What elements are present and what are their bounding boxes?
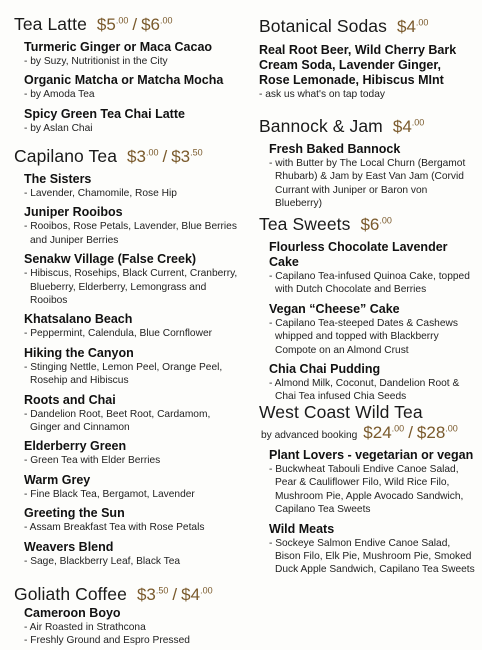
item-desc: - by Aslan Chai <box>24 122 93 134</box>
price: $\$5^{.00}$ / $\$6^{.00}$ <box>96 15 173 34</box>
item-desc: - Almond Milk, Coconut, Dandelion Root & Chai Tea infused Chia Seeds <box>269 378 460 403</box>
section-title: Botanical Sodas <box>259 16 387 36</box>
section-tea-sweets <box>259 214 475 404</box>
item-name: Juniper Rooibos <box>24 205 123 220</box>
price: $\$4^{.00}$ <box>396 17 429 36</box>
item-desc: - Sage, Blackberry Leaf, Black Tea <box>24 555 181 567</box>
price: $\$4^{.00}$ <box>392 117 425 136</box>
item-desc: - ask us what's on tap today <box>259 89 385 100</box>
item-desc: - Dandelion Root, Beet Root, Cardamom, Ginger and Cinnamon <box>24 408 211 434</box>
price: $\$6^{.00}$ <box>360 215 392 234</box>
item-desc: - Capilano Tea-infused Quinoa Cake, topped with Dutch Chocolate and Berries <box>269 271 470 296</box>
item-name: Hiking the Canyon <box>24 345 134 360</box>
item-name: Vegan “Cheese” Cake <box>269 301 400 316</box>
booking-price-row <box>261 423 475 443</box>
section-header <box>259 16 475 37</box>
menu-item <box>24 346 242 388</box>
item-desc: - Assam Breakfast Tea with Rose Petals <box>24 522 205 534</box>
menu-item <box>24 172 242 200</box>
menu-item <box>24 40 242 68</box>
item-name: Roots and Chai <box>24 392 116 407</box>
item-name: Weavers Blend <box>24 539 114 554</box>
item-desc: - by Suzy, Nutritionist in the City <box>24 56 168 67</box>
menu-item <box>269 448 475 517</box>
item-name: Turmeric Ginger or Maca Cacao <box>24 40 213 54</box>
section-header <box>14 584 242 605</box>
menu-item <box>24 205 242 247</box>
item-desc: - Air Roasted in Strathcona <box>24 622 146 633</box>
menu-item <box>24 73 242 101</box>
menu-item <box>269 142 475 211</box>
item-name: Plant Lovers - vegetarian or vegan <box>269 448 474 462</box>
menu-item <box>24 312 242 340</box>
price: $\$3^{.50}$ / $\$4^{.00}$ <box>136 585 213 604</box>
menu-item <box>24 506 242 534</box>
section-title: Tea Latte <box>14 14 87 34</box>
item-desc: - Capilano Tea-steeped Dates & Cashews whipped and topped with Blackberry Compote on an Almond Crust <box>269 317 458 356</box>
menu-item <box>269 302 475 357</box>
item-name: Khatsalano Beach <box>24 312 133 327</box>
item-name: Fresh Baked Bannock <box>269 142 401 156</box>
menu-item <box>24 393 242 435</box>
section-header <box>259 214 475 235</box>
menu-item <box>24 473 242 501</box>
section-header <box>259 116 475 137</box>
section-title: Tea Sweets <box>259 214 351 234</box>
item-name: Warm Grey <box>24 472 91 487</box>
section-title: West Coast Wild Tea <box>259 402 423 422</box>
item-desc: - Green Tea with Elder Berries <box>24 455 161 467</box>
menu-item <box>24 252 242 307</box>
section-title: Capilano Tea <box>14 146 118 166</box>
item-desc: - Buckwheat Tabouli Endive Canoe Salad, Pear & Cauliflower Filo, Wild Rice Filo, Mushroom Pie, Apple Avocado Sandwich, Capilano Tea Sweets <box>269 464 464 516</box>
item-desc: - with Butter by The Local Churn (Bergamot Rhubarb) & Jam by East Van Jam (Corvid Currant with Juniper or Baron von Blueberry) <box>269 158 466 210</box>
section-bannock-jam <box>259 116 475 211</box>
item-desc: - Stinging Nettle, Lemon Peel, Orange Peel, Rosehip and Hibiscus <box>24 361 223 387</box>
item-name: Spicy Green Tea Chai Latte <box>24 106 185 121</box>
section-capilano-tea <box>14 146 242 568</box>
price: $\$24^{.00}$ / $\$28^{.00}$ <box>363 423 458 442</box>
menu-item <box>269 240 475 297</box>
item-name: Greeting the Sun <box>24 506 125 521</box>
section-header <box>14 146 242 167</box>
item-name: Real Root Beer, Wild Cherry Bark Cream Soda, Lavender Ginger, Rose Lemonade, Hibiscus MInt <box>259 43 457 87</box>
item-name: Flourless Chocolate Lavender Cake <box>269 240 448 269</box>
item-name: Senakw Village (False Creek) <box>24 252 197 267</box>
menu-item <box>269 522 475 577</box>
item-name: Chia Chai Pudding <box>269 362 381 377</box>
menu-item <box>24 606 242 648</box>
item-name: The Sisters <box>24 172 92 186</box>
item-name: Wild Meats <box>269 521 335 536</box>
section-tea-latte <box>14 14 242 135</box>
item-name: Organic Matcha or Matcha Mocha <box>24 73 224 88</box>
menu-item <box>24 540 242 568</box>
item-desc: - Peppermint, Calendula, Blue Cornflower <box>24 328 212 340</box>
price: $\$3^{.00}$ / $\$3^{.50}$ <box>127 147 203 166</box>
item-desc: - by Amoda Tea <box>24 89 95 101</box>
section-header <box>259 402 475 423</box>
item-name: Cameroon Boyo <box>24 606 121 620</box>
section-title: Goliath Coffee <box>14 584 127 604</box>
item-desc: - Lavender, Chamomile, Rose Hip <box>24 188 177 199</box>
item-desc: - Fine Black Tea, Bergamot, Lavender <box>24 488 195 500</box>
item-desc: - Sockeye Salmon Endive Canoe Salad, Bison Filo, Elk Pie, Mushroom Pie, Smoked Duck Apple Sandwich, Capilano Tea Sweets <box>269 537 475 576</box>
section-botanical-sodas <box>259 16 475 101</box>
section-header <box>14 14 242 35</box>
item-desc: - Hibiscus, Rosehips, Black Current, Cranberry, Blueberry, Elderberry, Lemongrass and Rooibos <box>24 268 238 307</box>
section-west-coast-wild-tea <box>259 402 475 577</box>
menu-item <box>24 107 242 135</box>
menu-item <box>24 439 242 467</box>
booking-note: by advanced booking <box>261 430 358 441</box>
menu-item <box>269 362 475 404</box>
item-name: Elderberry Green <box>24 439 127 454</box>
section-goliath-coffee <box>14 584 242 648</box>
item-desc: - Rooibos, Rose Petals, Lavender, Blue Berries and Juniper Berries <box>24 221 237 246</box>
item-desc: - Freshly Ground and Espro Pressed <box>24 635 190 647</box>
section-title: Bannock & Jam <box>259 116 383 136</box>
